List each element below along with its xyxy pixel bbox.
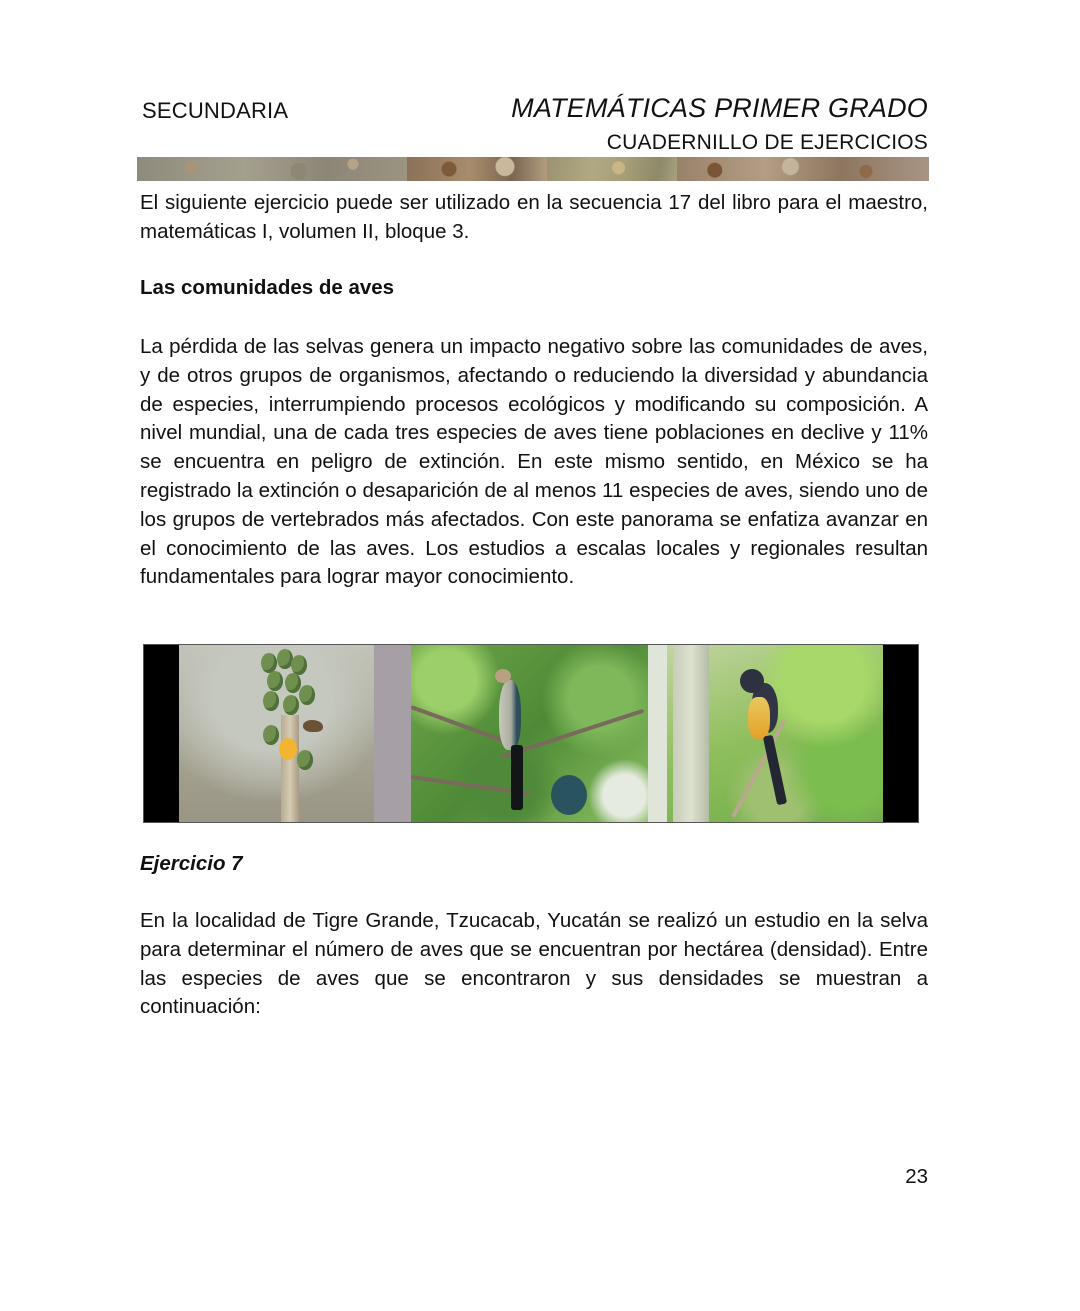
- small-bird: [303, 720, 323, 732]
- second-bird: [551, 775, 587, 815]
- heron-head: [495, 669, 511, 683]
- ripe-papaya: [279, 738, 297, 760]
- photo-trogon: [648, 645, 883, 822]
- banner-stone-texture: [137, 157, 407, 181]
- papaya-fruit: [267, 671, 283, 691]
- header-subtitle: CUADERNILLO DE EJERCICIOS: [606, 131, 928, 154]
- header-title: MATEMÁTICAS PRIMER GRADO: [511, 93, 928, 123]
- photo-heron: [411, 645, 648, 822]
- papaya-fruit: [261, 653, 277, 673]
- heron-body: [499, 680, 521, 750]
- papaya-fruit: [291, 655, 307, 675]
- exercise-heading: Ejercicio 7: [140, 852, 243, 875]
- intro-paragraph: El siguiente ejercicio puede ser utilizado en la secuencia 17 del libro para el maestro, matemáticas I, volumen II, bloque 3.: [140, 191, 928, 243]
- bird-photo-strip: [144, 645, 918, 822]
- papaya-fruit: [299, 685, 315, 705]
- trogon-tail: [763, 735, 787, 806]
- photo-papaya-bird: [179, 645, 411, 822]
- papaya-fruit: [263, 725, 279, 745]
- banner-stone-texture: [547, 157, 677, 181]
- papaya-trunk: [281, 715, 299, 822]
- exercise-paragraph: En la localidad de Tigre Grande, Tzucacab, Yucatán se realizó un estudio en la selva para determinar el número de aves que se encuentran por hectárea (densidad). Entre las especies de aves que se encontraron y sus densidades se muestran a continuación:: [140, 909, 928, 1019]
- papaya-fruit: [297, 750, 313, 770]
- trogon-belly: [748, 697, 770, 739]
- trogon-head: [740, 669, 764, 693]
- section-heading: Las comunidades de aves: [140, 276, 395, 299]
- header-decorative-banner: [137, 157, 929, 181]
- page-number: 23: [905, 1165, 928, 1188]
- tree-trunk: [673, 645, 709, 822]
- papaya-fruit: [283, 695, 299, 715]
- papaya-fruit: [285, 673, 301, 693]
- header-level: SECUNDARIA: [142, 98, 289, 123]
- banner-stone-texture: [677, 157, 929, 181]
- papaya-fruit: [263, 691, 279, 711]
- section-paragraph: La pérdida de las selvas genera un impacto negativo sobre las comunidades de aves, y de otros grupos de organismos, afectando o reduciendo la diversidad y abundancia de especies, interrumpiendo procesos ecológicos y modificando su composición. A nivel mundial, una de cada tres especies de aves tiene poblaciones en declive y 11% se encuentra en peligro de extinción. En este mismo sentido, en México se ha registrado la extinción o desaparición de al menos 11 especies de aves, siendo uno de los grupos de vertebrados más afectados. Con este panorama se enfatiza avanzar en el conocimiento de las aves. Los estudios a escalas locales y regionales resultan fundamentales para lograr mayor conocimiento.: [140, 335, 928, 589]
- heron-tail: [511, 745, 523, 810]
- banner-stone-texture: [407, 157, 547, 181]
